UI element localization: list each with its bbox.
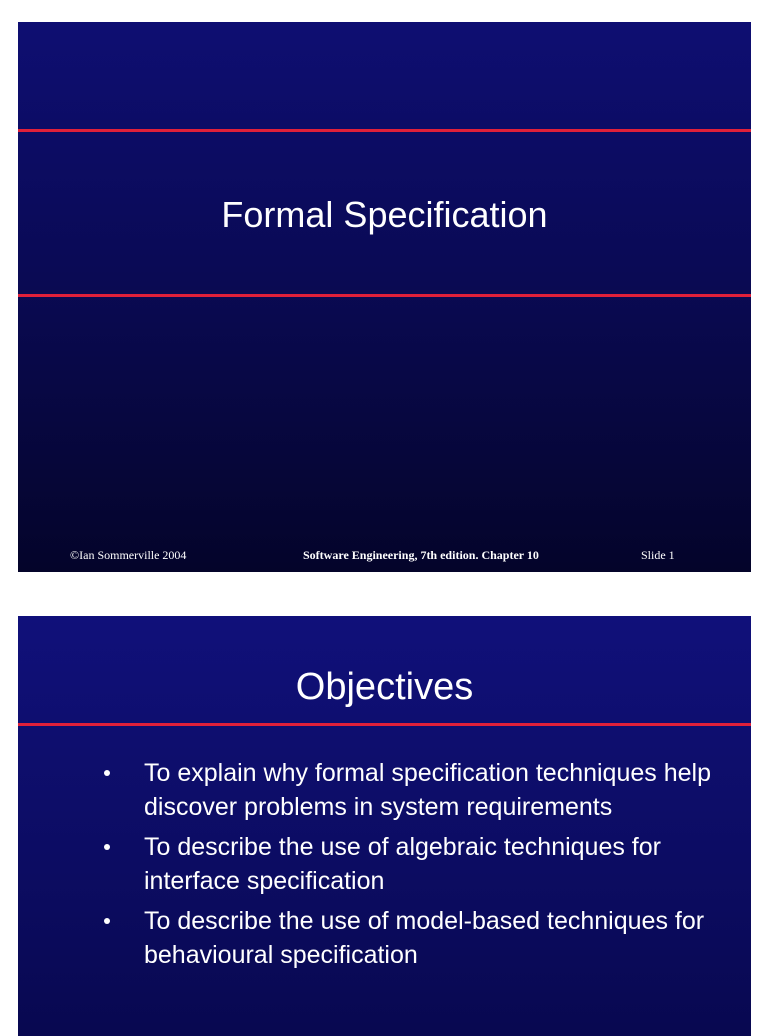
bullet-text: To describe the use of algebraic techniques for interface specification [144, 833, 661, 895]
list-item [18, 830, 751, 898]
top-divider-rule [18, 129, 751, 132]
footer-copyright: ©Ian Sommerville 2004 [70, 548, 187, 562]
bullet-icon [104, 770, 110, 776]
bottom-divider-rule [18, 294, 751, 297]
bullet-icon [104, 844, 110, 850]
bullet-icon [104, 918, 110, 924]
slide-title: Objectives [295, 666, 474, 708]
slide-2 [18, 616, 751, 1036]
list-item [18, 756, 751, 824]
title-divider-rule [18, 723, 751, 726]
slide-title: Formal Specification [221, 194, 548, 235]
objectives-list [18, 756, 751, 978]
bullet-text: To describe the use of model-based techniques for behavioural specification [144, 907, 705, 969]
bullet-text: To explain why formal specification techniques help discover problems in system requirements [144, 759, 711, 821]
slide-1 [18, 22, 751, 572]
footer-slide-number: Slide 1 [641, 548, 675, 562]
footer-book-title: Software Engineering, 7th edition. Chapter 10 [303, 548, 539, 562]
list-item [18, 904, 751, 972]
